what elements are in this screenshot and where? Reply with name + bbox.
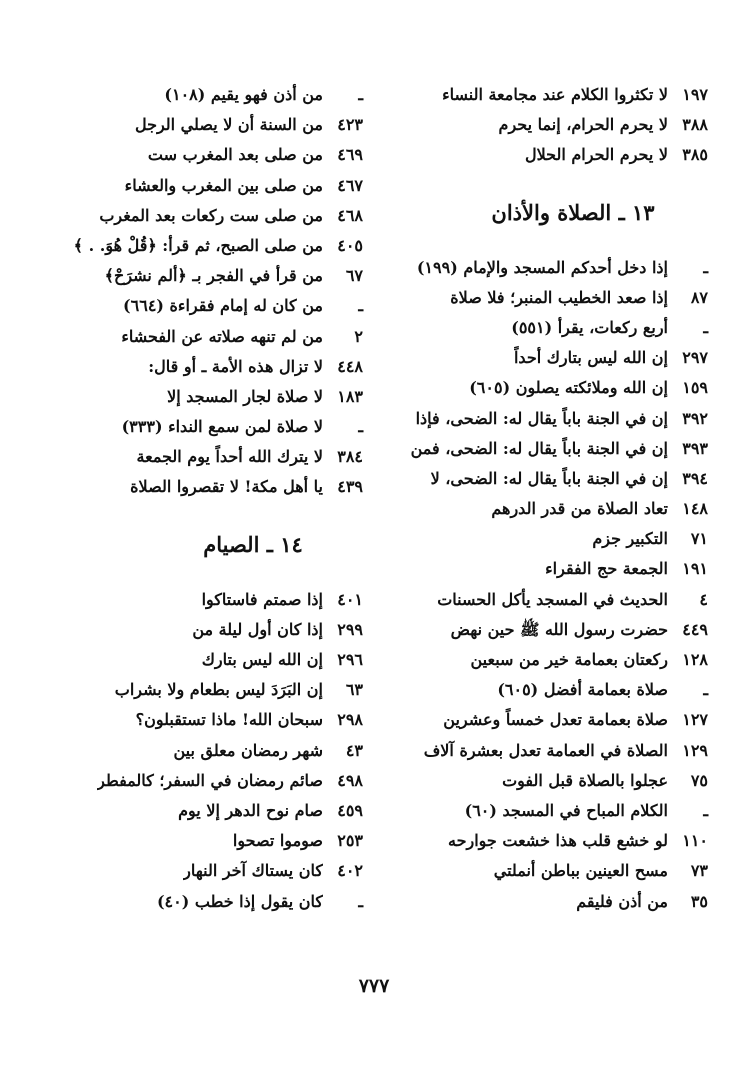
entry-text: لا يترك الله أحداً يوم الجمعة (136, 447, 323, 467)
index-entry (378, 283, 708, 313)
entry-page-number: ٤٠٥ (337, 235, 363, 255)
index-entry (33, 856, 363, 886)
entry-page-number: ٣٩٤ (682, 468, 708, 488)
entry-text: صوموا تصحوا (232, 831, 323, 851)
entry-text: إن الله وملائكته يصلون (٦٠٥) (469, 378, 668, 398)
entry-page-number: ٧٣ (690, 861, 708, 881)
index-entry (33, 796, 363, 826)
entry-text: لا تزال هذه الأمة ـ أو قال: (148, 356, 323, 376)
entry-text: سبحان الله! ماذا تستقبلون؟ (135, 710, 323, 730)
page-number: ٧٧٧ (358, 975, 390, 997)
entry-page-number: ٢٩٩ (337, 619, 363, 639)
entry-text: من كان له إمام فقراءة (٦٦٤) (123, 296, 323, 316)
index-entry (33, 615, 363, 645)
entry-text: كان يستاك آخر النهار (183, 861, 323, 881)
entry-text: التكبير جزم (592, 529, 668, 549)
entry-page-number: ١٩٧ (682, 85, 708, 104)
index-entry (378, 856, 708, 886)
section-heading-prayer: ١٣ ـ الصلاة والأذان (491, 199, 655, 225)
index-entry (378, 675, 708, 705)
entry-page-number: ١٨٣ (337, 386, 363, 406)
entry-page-number: ٤٤٩ (682, 619, 708, 639)
entry-page-number: ٣٩٣ (682, 438, 708, 458)
right-column (378, 80, 708, 917)
index-entry (378, 645, 708, 675)
index-entry (33, 382, 363, 412)
index-entry (378, 554, 708, 584)
entry-page-number: ١٢٨ (682, 650, 708, 669)
index-entry (33, 645, 363, 675)
entry-text: عجلوا بالصلاة قبل الفوت (502, 770, 668, 790)
entry-page-number: ٤ (699, 589, 708, 609)
index-entry (33, 352, 363, 382)
entry-page-number: ٤٢٣ (337, 115, 363, 135)
entry-text: إذا صمتم فاستاكوا (201, 589, 323, 609)
entry-text: صام نوح الدهر إلا يوم (178, 800, 323, 820)
index-entry (378, 110, 708, 140)
entry-page-number: ١٢٩ (682, 740, 708, 760)
entry-text: لا صلاة لمن سمع النداء (٣٣٣) (121, 417, 323, 437)
entry-page-number: ٦٧ (345, 266, 363, 286)
entry-text: إن الله ليس بتارك أحداً (513, 348, 668, 368)
index-entry (33, 705, 363, 735)
index-entry (378, 736, 708, 766)
entry-page-number: ٣٩٢ (682, 408, 708, 428)
index-entry (378, 80, 708, 110)
index-entry (33, 585, 363, 615)
entry-page-number: ٧٥ (690, 770, 708, 790)
section-heading-fasting: ١٤ ـ الصيام (203, 531, 303, 557)
entry-text: أربع ركعات، يقرأ (٥٥١) (511, 317, 668, 337)
entry-text: لو خشع قلب هذا خشعت جوارحه (448, 831, 668, 851)
entry-page-number: ٢٩٧ (682, 348, 708, 368)
index-entry (33, 231, 363, 261)
entry-text: صلاة بعمامة تعدل خمساً وعشرين (443, 710, 668, 730)
entry-text: إذا كان أول ليلة من (192, 619, 323, 639)
entry-page-number: ـ (358, 891, 363, 911)
entry-page-number: ٢٥٣ (337, 831, 363, 851)
entry-page-number: ٢٩٦ (337, 650, 363, 669)
entry-page-number: ٤٩٨ (337, 770, 363, 790)
right-intro-list (378, 80, 708, 171)
entry-text: من السنة أن لا يصلي الرجل (134, 115, 323, 135)
index-entry (33, 766, 363, 796)
entry-text: الجمعة حج الفقراء (545, 559, 668, 579)
entry-text: صائم رمضان في السفر؛ كالمفطر (97, 770, 323, 790)
index-entry (33, 171, 363, 201)
index-entry (33, 736, 363, 766)
left-column (33, 80, 363, 917)
entry-text: إن البَرَدَ ليس بطعام ولا بشراب (114, 680, 323, 700)
entry-text: من صلى بعد المغرب ست (147, 145, 323, 165)
entry-page-number: ٤٣ (345, 740, 363, 760)
index-entry (33, 110, 363, 140)
index-entry (33, 442, 363, 472)
entry-text: يا أهل مكة! لا تقصروا الصلاة (130, 477, 323, 497)
entry-text: شهر رمضان معلق بين (173, 740, 323, 760)
index-entry (378, 585, 708, 615)
entry-text: لا صلاة لجار المسجد إلا (167, 386, 323, 406)
entry-text: لا يحرم الحرام الحلال (525, 145, 668, 165)
entry-page-number: ـ (358, 296, 363, 316)
entry-page-number: ٤٣٩ (337, 477, 363, 497)
entry-page-number: ـ (703, 257, 708, 277)
entry-page-number: ٣٨٥ (682, 145, 708, 165)
index-entry (33, 887, 363, 917)
index-entry (378, 524, 708, 554)
entry-text: من لم تنهه صلاته عن الفحشاء (121, 326, 323, 346)
index-entry (378, 826, 708, 856)
entry-page-number: ـ (703, 680, 708, 700)
entry-page-number: ـ (703, 800, 708, 820)
index-entry (33, 80, 363, 110)
index-entry (378, 705, 708, 735)
index-entry (378, 615, 708, 645)
index-entry (378, 343, 708, 373)
entry-page-number: ١٢٧ (682, 710, 708, 730)
entry-text: إن في الجنة باباً يقال له: الضحى، لا (430, 468, 668, 488)
entry-page-number: ٧١ (690, 529, 708, 549)
entry-page-number: ٣٥ (690, 891, 708, 911)
entry-page-number: ٣٨٤ (337, 447, 363, 467)
entry-text: من أذن فهو يقيم (١٠٨) (164, 85, 323, 104)
entry-page-number: ٤٤٨ (337, 356, 363, 376)
entry-text: مسح العينين بباطن أنملتي (493, 861, 668, 881)
entry-text: حضرت رسول الله ﷺ حين نهض (450, 619, 668, 639)
entry-page-number: ٤٦٧ (337, 175, 363, 195)
entry-text: لا يحرم الحرام، إنما يحرم (498, 115, 668, 135)
index-entry (378, 253, 708, 283)
entry-text: من صلى ست ركعات بعد المغرب (99, 205, 323, 225)
entry-page-number: ١٤٨ (682, 499, 708, 519)
entry-page-number: ١٩١ (682, 559, 708, 579)
index-entry (33, 675, 363, 705)
entry-text: إن في الجنة باباً يقال له: الضحى، فإذا (415, 408, 668, 428)
index-entry (33, 472, 363, 502)
index-entry (378, 494, 708, 524)
index-entry (33, 291, 363, 321)
entry-text: الصلاة في العمامة تعدل بعشرة آلاف (423, 740, 668, 760)
entry-page-number: ٣٨٨ (682, 115, 708, 135)
entry-page-number: ٢٩٨ (337, 710, 363, 730)
entry-text: من صلى الصبح، ثم قرأ: ﴿قُلْ هُوَ. . ﴾ (73, 235, 323, 255)
index-entry (33, 412, 363, 442)
index-entry (378, 140, 708, 170)
index-entry (378, 373, 708, 403)
entry-text: من أذن فليقم (576, 891, 668, 911)
index-entry (33, 201, 363, 231)
entry-page-number: ٤٠١ (337, 589, 363, 609)
entry-text: لا تكثروا الكلام عند مجامعة النساء (442, 85, 668, 104)
index-entry (33, 261, 363, 291)
entry-text: ركعتان بعمامة خير من سبعين (470, 650, 668, 669)
entry-text: إذا دخل أحدكم المسجد والإمام (١٩٩) (416, 257, 668, 277)
entry-text: من قرأ في الفجر بـ ﴿ألم نشرَحْ﴾ (104, 266, 323, 286)
entry-text: صلاة بعمامة أفضل (٦٠٥) (497, 680, 668, 700)
entry-text: تعاد الصلاة من قدر الدرهم (491, 499, 668, 519)
index-entry (378, 313, 708, 343)
index-entry (378, 796, 708, 826)
entry-text: الحديث في المسجد يأكل الحسنات (437, 589, 668, 609)
index-entry (378, 434, 708, 464)
entry-page-number: ٤٠٢ (337, 861, 363, 881)
index-entry (378, 464, 708, 494)
index-entry (378, 766, 708, 796)
index-entry (33, 826, 363, 856)
entry-text: كان يقول إذا خطب (٤٠) (156, 891, 323, 911)
entry-page-number: ٤٦٨ (337, 205, 363, 225)
entry-page-number: ٨٧ (690, 287, 708, 307)
entry-page-number: ١١٠ (682, 831, 708, 851)
entry-text: إذا صعد الخطيب المنبر؛ فلا صلاة (450, 287, 668, 307)
entry-page-number: ٤٦٩ (337, 145, 363, 165)
entry-text: من صلى بين المغرب والعشاء (124, 175, 323, 195)
index-entry (33, 322, 363, 352)
entry-page-number: ٤٥٩ (337, 800, 363, 820)
entry-text: إن الله ليس بتارك (201, 650, 323, 669)
entry-page-number: ١٥٩ (682, 378, 708, 398)
entry-page-number: ـ (703, 317, 708, 337)
entry-page-number: ـ (358, 417, 363, 437)
entry-text: إن في الجنة باباً يقال له: الضحى، فمن (410, 438, 668, 458)
entry-text: الكلام المباح في المسجد (٦٠) (464, 800, 668, 820)
index-entry (33, 140, 363, 170)
entry-page-number: ٢ (354, 326, 363, 346)
prayer-entries-list (378, 253, 708, 917)
index-entry (378, 404, 708, 434)
entry-page-number: ـ (358, 85, 363, 104)
index-entry (378, 887, 708, 917)
fasting-entries-list (33, 585, 363, 917)
left-intro-list (33, 80, 363, 503)
entry-page-number: ٦٣ (345, 680, 363, 700)
